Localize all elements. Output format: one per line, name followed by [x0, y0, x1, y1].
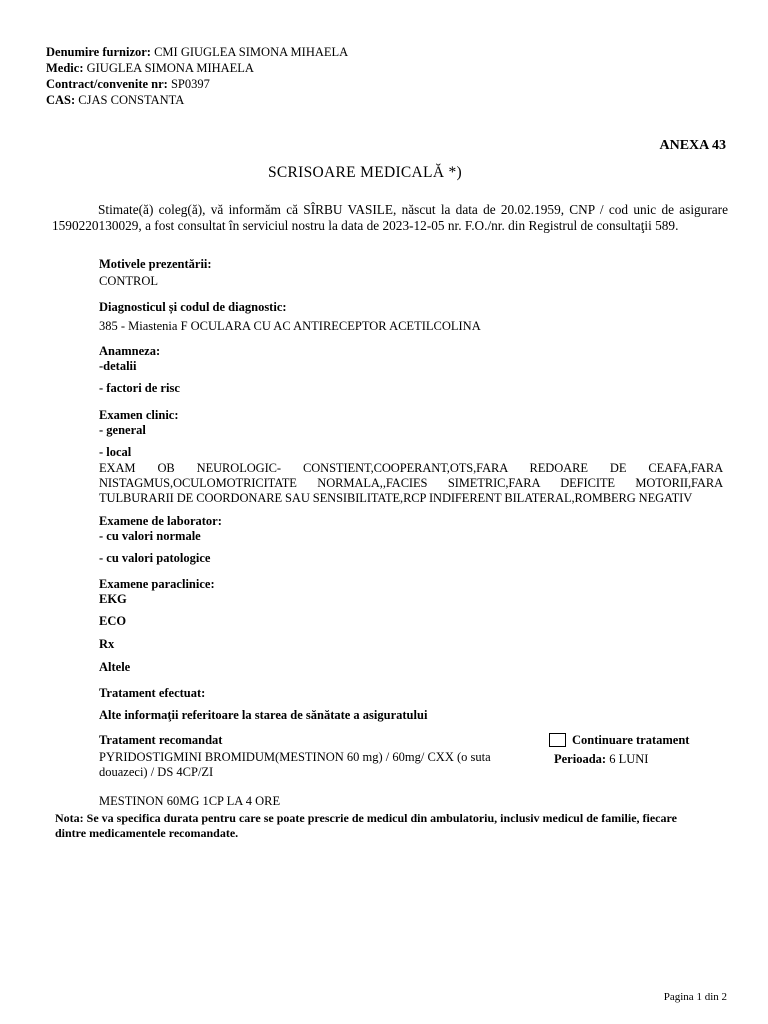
contract-line	[46, 76, 210, 92]
page-number: Pagina 1 din 2	[663, 991, 727, 1003]
paraclinic-eco: ECO	[99, 614, 127, 628]
clinic-label: Examen clinic:	[99, 408, 179, 422]
dosage-note: MESTINON 60MG 1CP LA 4 ORE	[99, 794, 281, 808]
clinic-general: - general	[99, 423, 146, 437]
anamneza-label: Anamneza:	[99, 344, 161, 358]
paraclinic-rx: Rx	[99, 637, 115, 651]
motive-value: CONTROL	[99, 274, 159, 288]
footnote: Nota: Se va specifica durata pentru care se poate prescrie de medicul din ambulatoriu, inclusiv medicul de familie, fiecare dintre medicamentele recomandate.	[55, 811, 677, 840]
period-value: 6 LUNI	[609, 752, 649, 766]
diagnosis-label: Diagnosticul și codul de diagnostic:	[99, 300, 287, 314]
provider-label: Denumire furnizor:	[46, 45, 151, 59]
document-title: SCRISOARE MEDICALĂ *)	[267, 164, 463, 181]
diagnosis-value: 385 - Miastenia F OCULARA CU AC ANTIRECEPTOR ACETILCOLINA	[99, 319, 481, 333]
treatment-done-label: Tratament efectuat:	[99, 686, 206, 700]
other-info-label: Alte informaţii referitoare la starea de sănătate a asiguratului	[99, 708, 428, 722]
provider-value: CMI GIUGLEA SIMONA MIHAELA	[154, 45, 349, 59]
cas-value: CJAS CONSTANTA	[78, 93, 185, 107]
doctor-line	[46, 60, 254, 76]
period-line	[554, 752, 648, 767]
clinic-exam-text: EXAM OB NEUROLOGIC- CONSTIENT,COOPERANT,OTS,FARA REDOARE DE CEAFA,FARA NISTAGMUS,OCULOMOTRICITATE NORMALA,,FACIES SIMETRIC,FARA DEFICITE MOTORII,FARA TULBURARII DE COORDONARE SAU SENSIBILITATE,RCP INDIFERENT BILATERAL,ROMBERG NEGATIV	[99, 461, 723, 505]
annex-number: ANEXA 43	[659, 138, 726, 153]
motive-label: Motivele prezentării:	[99, 257, 212, 271]
recommended-label: Tratament recomandat	[99, 733, 223, 747]
lab-pathologic: - cu valori patologice	[99, 551, 211, 565]
anamneza-risk: - factori de risc	[99, 381, 180, 395]
intro-paragraph: Stimate(ă) coleg(ă), vă informăm că SÎRBU VASILE, născut la data de 20.02.1959, CNP / cod unic de asigurare 1590220130029, a fost consultat în serviciul nostru la data de 2023-12-05 nr. F.O./nr. din Registrul de consultaţii 589.	[52, 202, 728, 233]
paraclinic-label: Examene paraclinice:	[99, 577, 215, 591]
paraclinic-other: Altele	[99, 660, 131, 674]
provider-line	[46, 44, 348, 60]
lab-normal: - cu valori normale	[99, 529, 201, 543]
lab-label: Examene de laborator:	[99, 514, 222, 528]
period-label: Perioada:	[554, 752, 607, 766]
doctor-label: Medic:	[46, 61, 84, 75]
paraclinic-ekg: EKG	[99, 592, 127, 606]
cas-line	[46, 92, 184, 108]
cas-label: CAS:	[46, 93, 76, 107]
clinic-local: - local	[99, 445, 132, 459]
contract-value: SP0397	[170, 77, 210, 91]
doctor-value: GIUGLEA SIMONA MIHAELA	[86, 61, 254, 75]
anamneza-details: -detalii	[99, 359, 137, 373]
continue-treatment-checkbox[interactable]	[549, 733, 566, 747]
continue-treatment-label: Continuare tratament	[572, 733, 690, 747]
recommended-value: PYRIDOSTIGMINI BROMIDUM(MESTINON 60 mg) / 60mg/ CXX (o suta douazeci) / DS 4CP/ZI	[99, 750, 491, 779]
contract-label: Contract/convenite nr:	[46, 77, 168, 91]
